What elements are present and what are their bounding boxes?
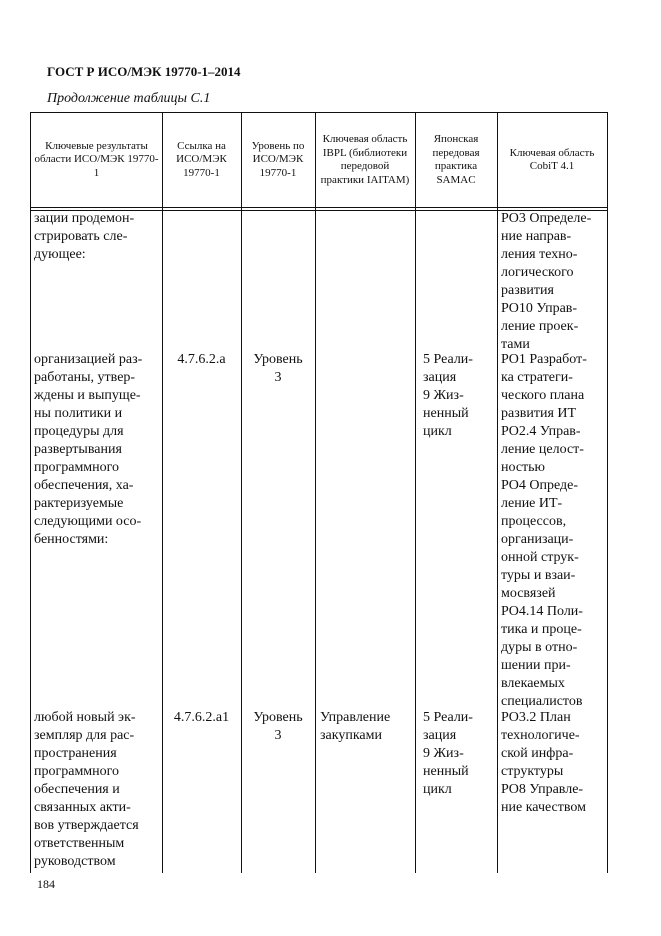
column-divider [497,113,498,873]
table-cell-cobit: PO3 Определе- ние направ- ления техно- логического развития PO10 Управ- ление проек- тами [501,211,592,352]
page-number: 184 [37,877,55,891]
table-cell-cobit: PO3.2 План технологиче- ской инфра- структуры PO8 Управле- ние качеством [501,710,586,815]
column-divider [315,113,316,873]
header-ibpl: Ключевая область IBPL (библиотеки передовой практики IAITAM) [320,133,410,186]
table-cell-reference: 4.7.6.2.a [177,352,226,367]
header-level: Уровень по ИСО/МЭК 19770-1 [251,139,305,179]
header-results: Ключевые результаты области ИСО/МЭК 19770-1 [34,139,159,179]
table-cell-samac: 5 Реали- зация 9 Жиз- ненный цикл [423,352,473,439]
column-divider [415,113,416,873]
standard-title: ГОСТ Р ИСО/МЭК 19770-1–2014 [47,64,241,79]
table-caption: Продолжение таблицы С.1 [47,91,211,106]
header-cobit: Ключевая область CobiT 4.1 [509,146,595,172]
table-cell-level: Уровень 3 [253,710,303,743]
table-cell-ibpl: Управление закупками [320,710,391,743]
header-samac: Японская передовая практика SAMAC [432,133,480,186]
table-cell-result: любой новый эк- земпляр для рас- пространения программного обеспечения и связанных акти- вов утверждается ответственным руководством [34,710,139,869]
table-cell-cobit: PO1 Разработ- ка стратеги- ческого плана развития ИТ PO2.4 Управ- ление целост- ностью PO4 Опреде- ление ИТ- процессов, организаци- онной струк- туры и взаи- мосвязей PO4.14 Поли- тика и проце- дуры в отно- шении при- влекаемых специалистов [501,352,587,709]
data-table [30,112,608,873]
column-divider [162,113,163,873]
table-cell-result: зации продемон- стрировать сле- дующее: [34,211,135,262]
table-cell-level: Уровень 3 [253,352,303,385]
table-cell-reference: 4.7.6.2.a1 [173,710,230,725]
table-cell-result: организацией раз- работаны, утвер- ждены и выпуще- ны политики и процедуры для развертывания программного обеспечения, ха- рактеризуемые следующими осо- бенностями: [34,352,143,547]
header-reference: Ссылка на ИСО/МЭК 19770-1 [176,139,227,179]
table-cell-samac: 5 Реали- зация 9 Жиз- ненный цикл [423,710,473,797]
column-divider [241,113,242,873]
